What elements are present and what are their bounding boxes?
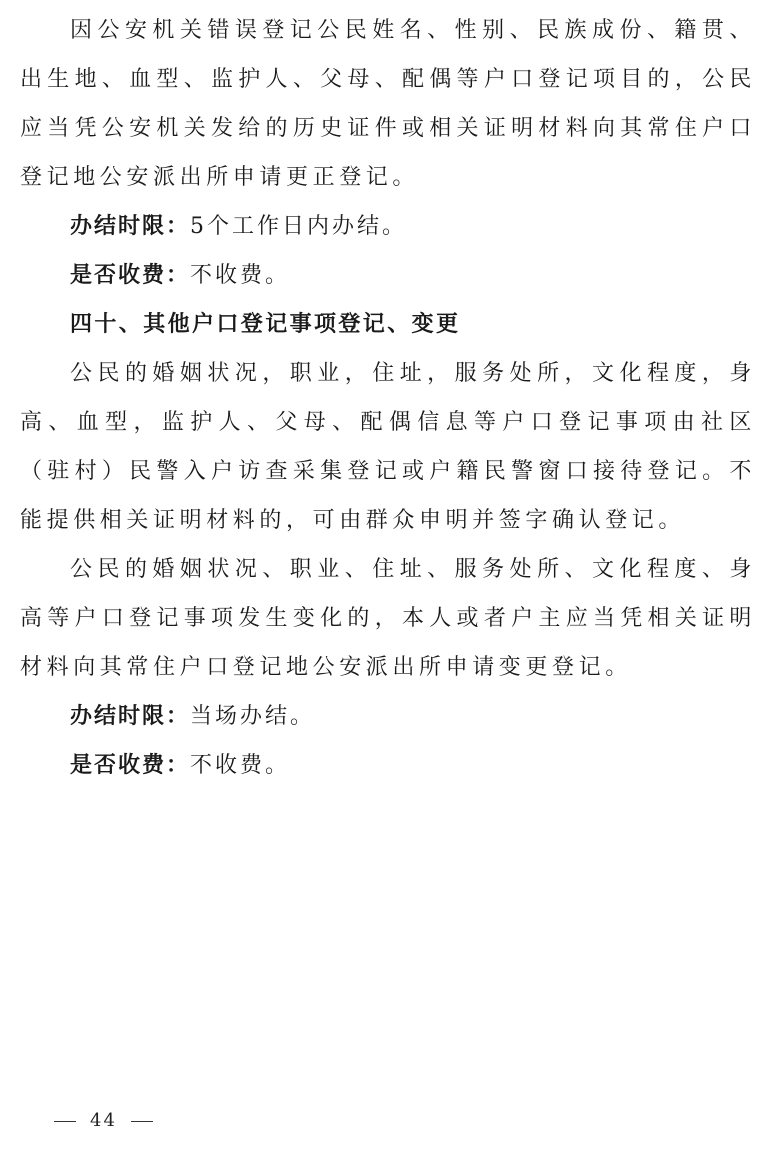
paragraph-registration-items: 公民的婚姻状况，职业，住址，服务处所，文化程度，身高、血型，监护人、父母、配偶信息等户口登记事项由社区（驻村）民警入户访查采集登记或户籍民警窗口接待登记。不能提供相关证明材料的，可由群众申明并签字确认登记。 <box>20 361 756 533</box>
fee-label: 是否收费： <box>70 753 191 778</box>
fee-line-2 <box>70 741 290 790</box>
paragraph-change-registration: 公民的婚姻状况、职业、住址、服务处所、文化程度、身高等户口登记事项发生变化的，本人或者户主应当凭相关证明材料向其常住户口登记地公安派出所申请变更登记。 <box>20 557 756 680</box>
processing-time-line-2 <box>70 692 315 741</box>
fee-line-1 <box>70 251 290 300</box>
paragraph-correction-registration: 因公安机关错误登记公民姓名、性别、民族成份、籍贯、出生地、血型、监护人、父母、配偶等户口登记项目的，公民应当凭公安机关发给的历史证件或相关证明材料向其常住户口登记地公安派出所申请更正登记。 <box>20 18 756 190</box>
fee-label: 是否收费： <box>70 263 191 288</box>
processing-time-label: 办结时限： <box>70 704 191 729</box>
footer-dash-right <box>131 1121 153 1122</box>
fee-value: 不收费。 <box>190 263 291 288</box>
footer-dash-left <box>54 1121 76 1122</box>
processing-time-label: 办结时限： <box>70 214 191 239</box>
page-footer <box>40 1110 167 1131</box>
processing-time-value: 当场办结。 <box>190 704 316 729</box>
section-heading-40: 四十、其他户口登记事项登记、变更 <box>70 312 461 337</box>
processing-time-value: 5个工作日内办结。 <box>190 214 408 239</box>
fee-value: 不收费。 <box>190 753 291 778</box>
processing-time-line-1 <box>70 202 407 251</box>
page-number: 44 <box>90 1110 117 1131</box>
